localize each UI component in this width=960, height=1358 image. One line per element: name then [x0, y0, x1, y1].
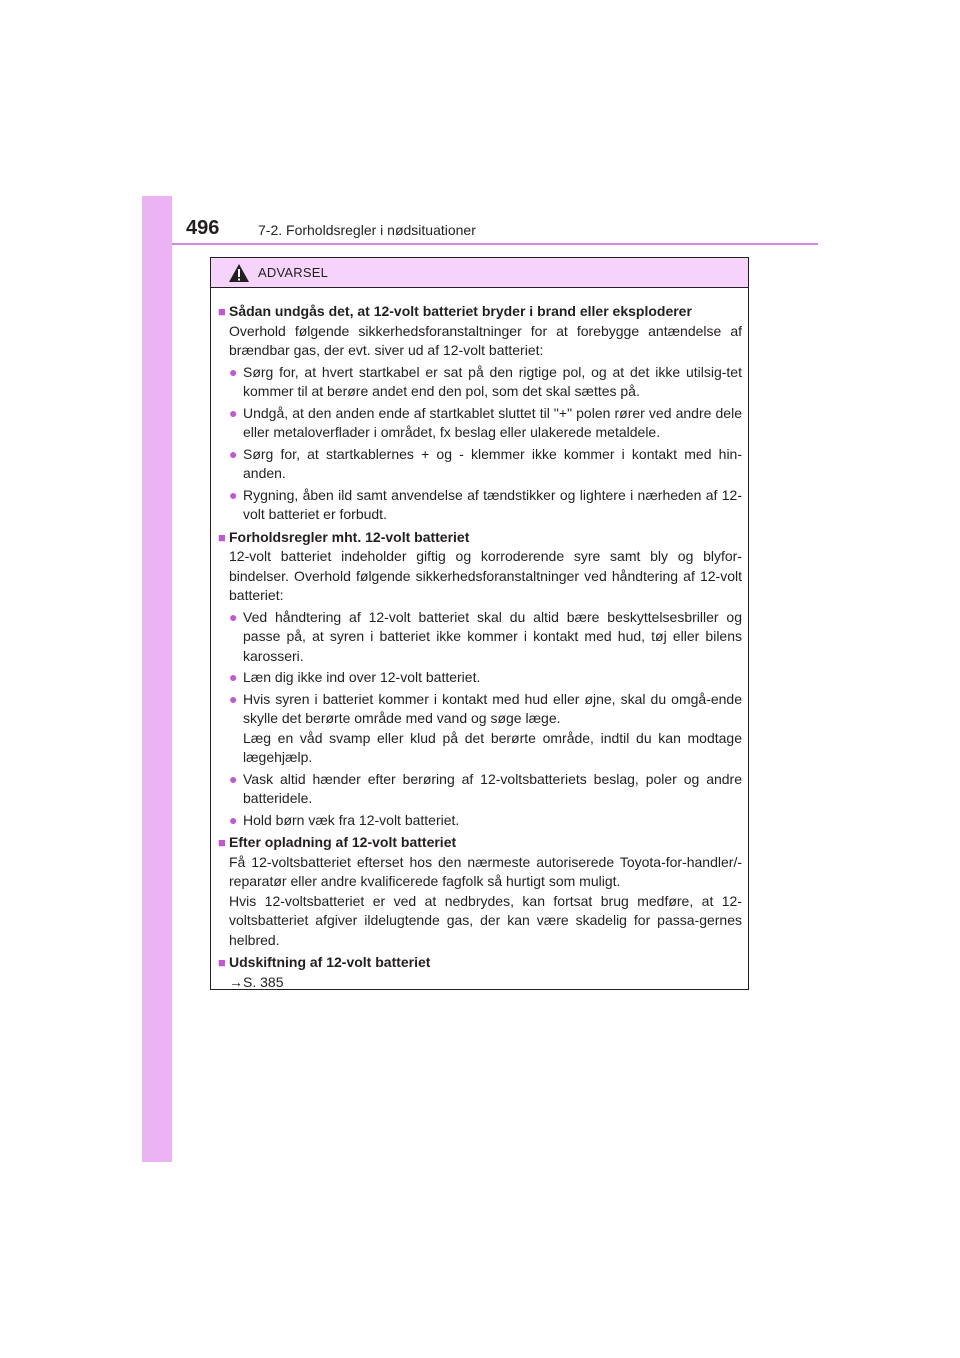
round-bullet-icon: ●	[229, 404, 238, 421]
section-text: →S. 385	[229, 973, 284, 990]
bullet-text: Ved håndtering af 12-volt batteriet skal du altid bære beskyttelsesbriller og passe på, at syren i batteriet ikke kommer i kontakt med hud, tøj eller bilens karosseri.	[243, 608, 742, 664]
square-bullet-icon: ■	[218, 529, 226, 545]
round-bullet-icon: ●	[229, 770, 238, 787]
section-text: Få 12-voltsbatteriet efterset hos den nærmeste autoriserede Toyota-for-handler/-reparatør eller andre kvalificerede fagfolk så hurtigt som muligt. Hvis 12-voltsbatteriet er ved at nedbrydes, kan fortsat brug medføre, at 12-voltsbatteriet afgiver ildelugtende gas, der kan være skadelig for passa-gernes helbred.	[229, 853, 742, 948]
section-heading-text: Forholdsregler mht. 12-volt batteriet	[229, 528, 470, 545]
round-bullet-icon: ●	[229, 811, 238, 828]
bullet-text: Læn dig ikke ind over 12-volt batteriet.	[243, 669, 481, 685]
bullet-item	[229, 690, 742, 768]
bullet-text: Hold børn væk fra 12-volt batteriet.	[243, 811, 460, 828]
section-heading	[218, 833, 742, 853]
section-heading-text: Sådan undgås det, at 12-volt batteriet bryder i brand eller eksploderer	[229, 303, 692, 319]
warning-triangle-icon	[228, 263, 250, 283]
round-bullet-icon: ●	[229, 690, 238, 707]
square-bullet-icon: ■	[218, 955, 226, 970]
round-bullet-icon: ●	[229, 445, 238, 462]
bullet-item	[229, 770, 742, 809]
section-heading	[218, 528, 742, 548]
warning-section	[218, 953, 742, 992]
bullet-text: Vask altid hænder efter berøring af 12-voltsbatteriets beslag, poler og andre batteridele.	[243, 770, 742, 806]
warning-header	[211, 258, 748, 288]
bullet-item	[229, 363, 742, 402]
bullet-text: Sørg for, at hvert startkabel er sat på den rigtige pol, og at det ikke utilsig-tet kommer til at berøre andet end den pol, som det skal sættes på.	[243, 363, 742, 399]
chapter-side-band	[142, 196, 172, 1162]
bullet-text: Sørg for, at startkablernes + og - klemmer ikke kommer i kontakt med hin-anden.	[243, 445, 742, 481]
section-title: 7-2. Forholdsregler i nødsituationer	[258, 222, 476, 238]
bullet-text: Hvis syren i batteriet kommer i kontakt med hud eller øjne, skal du omgå-ende skylle det berørte område med vand og søge læge. Læg en våd svamp eller klud på det berørte område, indtil du kan modtage lægehjælp.	[243, 690, 742, 765]
bullet-item	[229, 668, 742, 688]
bullet-item	[229, 608, 742, 667]
bullet-item	[229, 445, 742, 484]
page-number: 496	[186, 217, 220, 239]
warning-title: ADVARSEL	[258, 265, 328, 280]
bullet-text: Rygning, åben ild samt anvendelse af tændstikker og lightere i nærheden af 12-volt batteriet er forbudt.	[243, 486, 742, 522]
section-heading-text: Efter opladning af 12-volt batteriet	[229, 834, 457, 850]
warning-section	[218, 528, 742, 831]
round-bullet-icon: ●	[229, 363, 238, 380]
square-bullet-icon: ■	[218, 304, 226, 319]
section-heading	[218, 302, 742, 322]
square-bullet-icon: ■	[218, 835, 226, 850]
round-bullet-icon: ●	[229, 486, 238, 503]
warning-section	[218, 302, 742, 525]
bullet-item	[229, 486, 742, 525]
bullet-item	[229, 404, 742, 443]
warning-content	[211, 288, 748, 992]
bullet-text: Undgå, at den anden ende af startkablet sluttet til "+" polen rører ved andre dele eller metaloverflader i området, fx beslag eller ulakerede metaldele.	[243, 404, 742, 440]
section-text: Overhold følgende sikkerhedsforanstaltninger for at forebygge antændelse af brændbar gas, der evt. siver ud af 12-volt batteriet:	[229, 322, 742, 358]
round-bullet-icon: ●	[229, 669, 238, 685]
section-heading-text: Udskiftning af 12-volt batteriet	[229, 954, 431, 970]
section-heading	[218, 953, 742, 973]
warning-box	[210, 257, 749, 990]
round-bullet-icon: ●	[229, 608, 238, 625]
bullet-item	[229, 811, 742, 831]
warning-section	[218, 833, 742, 950]
header-divider	[172, 243, 818, 245]
section-text: 12-volt batteriet indeholder giftig og korroderende syre samt bly og blyfor-bindelser. Overhold følgende sikkerhedsforanstaltninger ved håndtering af 12-volt batteriet:	[229, 548, 742, 603]
